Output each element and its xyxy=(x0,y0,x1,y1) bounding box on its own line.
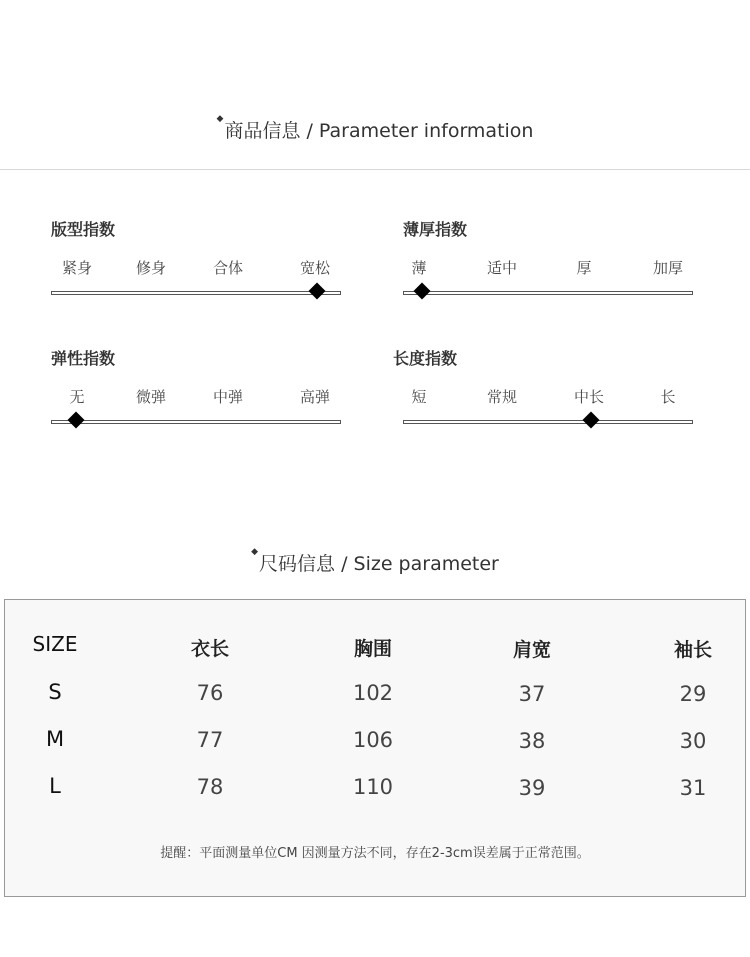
scale-heading: 版型指数 xyxy=(51,220,116,239)
scale-option: 适中 xyxy=(486,259,518,277)
scale-marker-icon xyxy=(309,283,326,300)
scale-track xyxy=(403,291,693,295)
scale-heading: 薄厚指数 xyxy=(403,220,468,239)
scale-option: 宽松 xyxy=(299,259,331,277)
table-cell: 29 xyxy=(679,682,707,706)
scale-option: 紧身 xyxy=(61,259,93,277)
size-table xyxy=(4,599,746,897)
table-cell: 37 xyxy=(518,682,546,706)
scale-track xyxy=(51,291,341,295)
table-header-sleeve: 袖长 xyxy=(673,639,713,661)
measurement-note: 提醒：平面测量单位CM 因测量方法不同，存在2-3cm误差属于正常范围。 xyxy=(160,846,590,861)
scale-option: 修身 xyxy=(135,259,167,277)
scale-marker-icon xyxy=(583,412,600,429)
scale-option: 无 xyxy=(69,388,85,406)
scale-heading: 弹性指数 xyxy=(51,349,116,368)
table-cell: 38 xyxy=(518,729,546,753)
scale-option: 薄 xyxy=(411,259,427,277)
table-cell: 102 xyxy=(352,681,394,705)
size-title-text: 尺码信息 / Size parameter xyxy=(259,553,499,575)
scale-option: 合体 xyxy=(212,259,244,277)
diamond-bullet-icon: ◆ xyxy=(251,547,259,557)
table-cell-size: L xyxy=(49,774,61,798)
size-section-title xyxy=(0,549,750,576)
table-cell: 110 xyxy=(352,775,394,799)
table-cell-size: M xyxy=(45,727,65,751)
scale-option: 高弹 xyxy=(299,388,331,406)
scale-option: 加厚 xyxy=(652,259,684,277)
scale-option: 短 xyxy=(411,388,427,406)
table-cell: 78 xyxy=(196,775,224,799)
scale-option: 厚 xyxy=(576,259,592,277)
table-header-size: SIZE xyxy=(32,632,78,656)
scale-option: 中长 xyxy=(573,388,605,406)
table-cell-size: S xyxy=(48,680,62,704)
table-cell: 106 xyxy=(352,728,394,752)
table-cell: 30 xyxy=(679,729,707,753)
scale-option: 中弹 xyxy=(212,388,244,406)
scale-track xyxy=(51,420,341,424)
table-header-chest: 胸围 xyxy=(353,638,393,660)
scale-marker-icon xyxy=(414,283,431,300)
table-header-shoulder: 肩宽 xyxy=(512,639,552,661)
parameter-title-text: 商品信息 / Parameter information xyxy=(224,120,534,142)
table-header-length: 衣长 xyxy=(190,638,230,660)
scale-heading: 长度指数 xyxy=(393,349,458,368)
table-cell: 39 xyxy=(518,776,546,800)
scale-marker-icon xyxy=(68,412,85,429)
section-divider xyxy=(0,169,750,170)
scale-option: 常规 xyxy=(486,388,518,406)
diamond-bullet-icon: ◆ xyxy=(216,114,224,124)
scale-track xyxy=(403,420,693,424)
table-cell: 31 xyxy=(679,776,707,800)
parameter-section-title xyxy=(0,116,750,143)
scale-option: 微弹 xyxy=(135,388,167,406)
scale-option: 长 xyxy=(660,388,676,406)
table-cell: 77 xyxy=(196,728,224,752)
table-cell: 76 xyxy=(196,681,224,705)
